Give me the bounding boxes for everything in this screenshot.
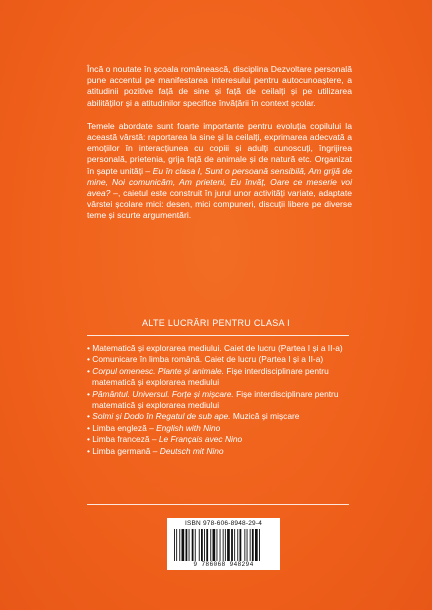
list-item: • Corpul omenesc. Plante și animale. Fișe interdisciplinare pentru matematică și explorarea mediului — [87, 366, 357, 389]
barcode-digits: 9 786068 948294 — [193, 561, 254, 568]
other-works-title: ALTE LUCRĂRI PENTRU CLASA I — [142, 318, 290, 328]
isbn-barcode — [167, 518, 280, 570]
list-item: • Limba franceză – Le Français avec Nino — [87, 434, 357, 445]
divider-bottom — [87, 504, 349, 505]
list-item: • Limba engleză – English with Nino — [87, 423, 357, 434]
description — [87, 64, 352, 234]
intro-paragraph-1: Încă o noutate în școala românească, disciplina Dezvoltare personală pune accentul pe manifestarea interesului pentru autocunoaștere, a atitudinii pozitive față de sine și față de ceilalți și pe utilizarea abilităților și a atitudinilor specifice învățării în context școlar. — [87, 64, 352, 108]
isbn-label: ISBN 978-606-8948-29-4 — [184, 520, 263, 527]
list-item: • Pământul. Universul. Forțe și mișcare. Fișe interdisciplinare pentru matematică și explorarea mediului — [87, 389, 357, 412]
other-works-list — [87, 343, 357, 457]
intro-paragraph-2 — [87, 121, 352, 222]
list-item: • Comunicare în limba română. Caiet de lucru (Partea I și a II-a) — [87, 354, 357, 365]
divider-top — [87, 335, 349, 336]
intro-paragraph-2-end: –, caietul este construit în jurul unor activități variate, adaptate vârstei școlare mici: desen, mici compuneri, discuții libere pe diverse teme și scurte argumentări. — [87, 188, 352, 221]
list-item: • Matematică și explorarea mediului. Caiet de lucru (Partea I și a II-a) — [87, 343, 357, 354]
list-item: • Limba germană – Deutsch mit Nino — [87, 446, 357, 457]
intro-paragraph-2-start: Temele abordate sunt foarte importante pentru evoluția copilului la această vârstă: raportarea la sine și la ceilalți, exprimarea adecvată a emoțiilor în interacțiunea cu copiii și adulți cunoscuți, îngrijirea personală, prietenia, grija față de animale și de natură etc. Organizat în șapte unități – — [87, 120, 352, 176]
unit-titles: Eu în clasa I, Sunt o persoană sensibilă, Am grijă de mine, Noi comunicăm, Am prieteni, Eu învăț, Oare ce meserie voi avea? — [87, 165, 352, 199]
barcode-icon — [172, 529, 275, 561]
list-item: • Solmi și Dodo în Regatul de sub ape. Muzică și mișcare — [87, 411, 357, 422]
